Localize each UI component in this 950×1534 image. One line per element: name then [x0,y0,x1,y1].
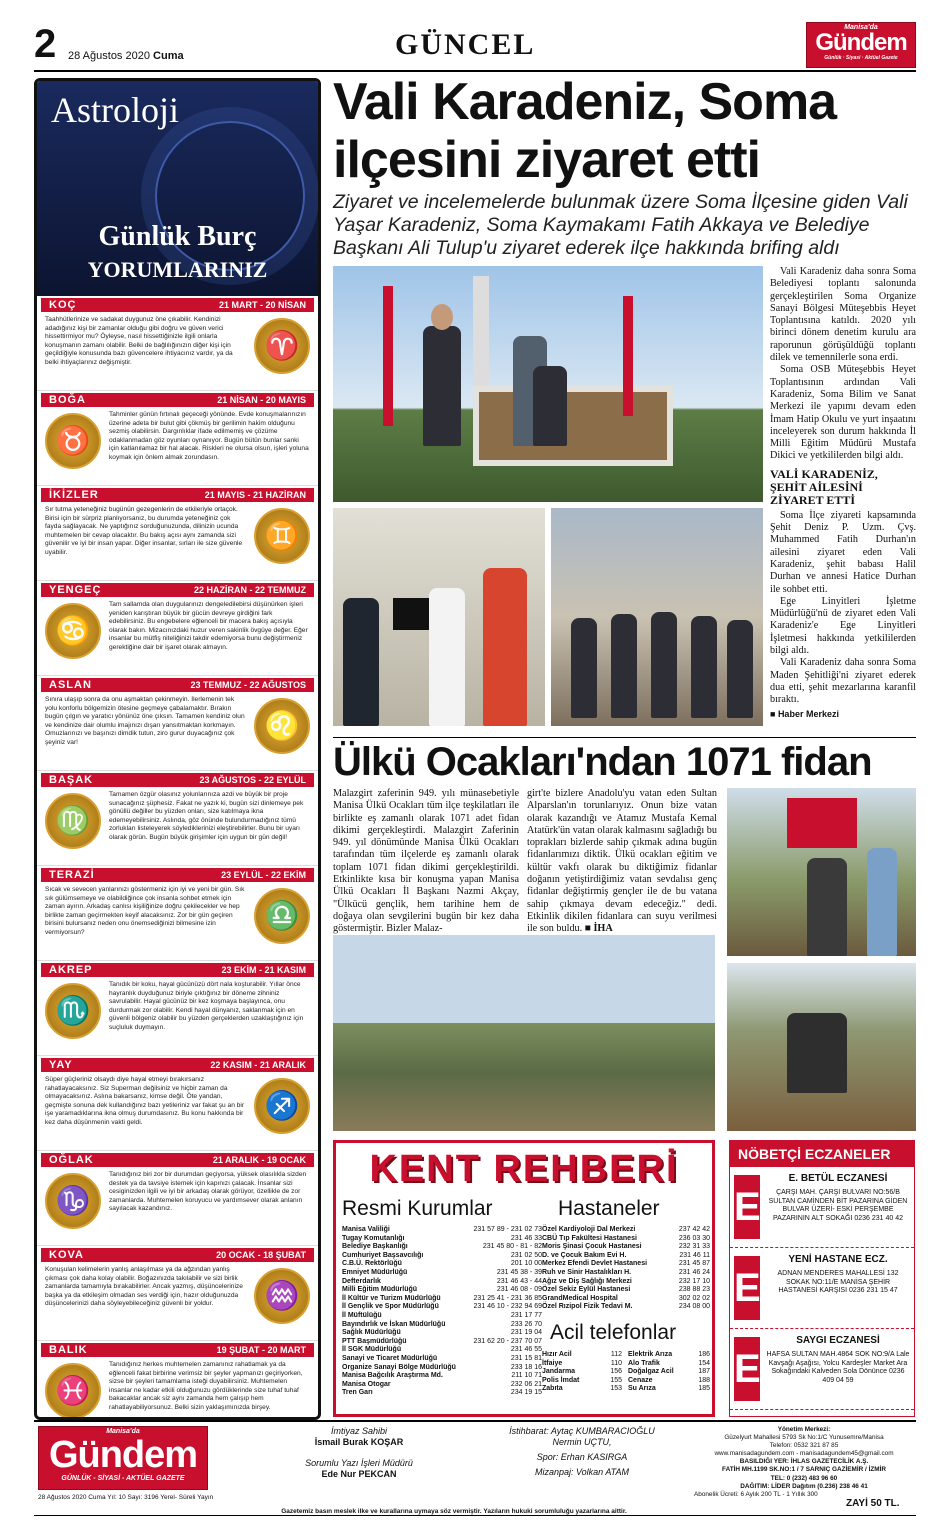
person-icon [533,366,567,446]
horoscope-4 [37,676,318,771]
guide-row [342,1364,542,1373]
sign-date-range: 22 KASIM - 21 ARALIK [210,1060,306,1070]
guide-name: Ruh ve Sinir Hastalıkları H. [542,1268,632,1276]
guide-name: Elektrik Arıza [628,1351,673,1358]
article1-headline-1: Vali Karadeniz, Soma [333,73,837,131]
guide-phone: 231 46 24 [678,1268,710,1276]
printer-phone: TEL: 0 (232) 483 96 60 [770,1474,838,1482]
article2-photo-crowd [333,935,715,1131]
article1-photo-cemetery [333,266,763,502]
news-staff-2: Nermin UÇTU, [552,1437,612,1447]
guide-phone: 231 17 77 [510,1311,542,1319]
sign-date-range: 19 ŞUBAT - 20 MART [216,1345,306,1355]
guide-name: Hızır Acil [542,1351,572,1358]
article1-photo-office [333,508,545,726]
emergency-list-left [542,1351,622,1394]
horoscope-9 [37,1151,318,1246]
person-icon [691,616,717,718]
guide-phone: 231 46 43 - 44 [496,1277,542,1285]
monument-icon [473,276,489,386]
editor-name: Ede Nur PEKCAN [321,1469,397,1479]
guide-name: Sağlık Müdürlüğü [342,1329,401,1337]
official-institutions-title: Resmi Kurumlar [342,1197,493,1220]
sign-name: BALIK [49,1344,88,1356]
pharmacy-item [730,1248,914,1329]
zodiac-sign-icon: ♉ [45,413,101,469]
sign-text: Taahhütlerinize ve sadakat duygunuz öne çıkabilir. Kendinizi adadığınız kişi bir zamanlar olduğu gibi doğru ve güven verici hissettirmiyor mu? Öyleyse, nasıl hissettiğinizle ilgili onlarla konuşmanın zamanı olabilir. Belki de bağlılığınızın diğer kişi için geçildiğiyle konusunda bazı güvencelere ihtiyacınız vardır, ya da belki ihtiyaçlarınız değişmiştir. [45,316,233,366]
guide-row [542,1269,710,1278]
guide-phone: 231 57 89 - 231 02 73 [473,1226,542,1233]
guide-row [542,1278,710,1287]
person-icon [429,588,465,726]
guide-name: Emniyet Müdürlüğü [342,1268,408,1276]
emergency-title: Acil telefonlar [550,1321,677,1344]
guide-phone: 234 08 00 [678,1303,710,1311]
horoscope-6 [37,866,318,961]
guide-name: Milli Eğitim Müdürlüğü [342,1286,418,1294]
guide-row [342,1321,542,1330]
guide-row [542,1385,622,1394]
guide-name: Özel Rızipol Fizik Tedavi M. [542,1303,633,1311]
zodiac-sign-icon: ♎ [254,888,310,944]
guide-phone: 233 26 70 [510,1320,542,1328]
zodiac-sign-icon: ♑ [45,1173,101,1229]
guide-name: Su Arıza [628,1385,656,1393]
guide-row [342,1278,542,1287]
person-icon [423,326,461,446]
zodiac-sign-icon: ♒ [254,1268,310,1324]
pharmacy-address: ÇARŞI MAH. ÇARŞI BULVARI NO:56/B SULTAN CAMİNDEN BİT PAZARINA GİDEN BULVAR ÜZERİ- ESKİ PERŞEMBE PAZARININ ALT SOKAĞI 0236 231 40 42 [768,1189,908,1222]
person-icon [727,620,753,718]
sign-header [41,1153,314,1167]
guide-phone: 231 15 81 [510,1354,542,1362]
person-icon [867,848,897,956]
guide-phone: 231 45 38 - 39 [496,1268,542,1276]
guide-name: Manisa Otogar [342,1380,391,1388]
article1-subheading: Ziyaret ve incelemelerde bulunmak üzere Soma İlçesine giden Vali Yaşar Karadeniz, Soma Kaymakamı Fatih Akkaya ve Belediye Başkanı Ali Tulup'u ziyaret ederek ilçe hakkında brifing aldı [333,191,908,259]
guide-row [628,1368,710,1377]
person-icon [483,568,527,726]
pharmacy-e-icon: E [734,1256,760,1320]
guide-phone: 185 [698,1385,710,1393]
guide-phone: 156 [610,1368,622,1376]
zodiac-sign-icon: ♏ [45,983,101,1039]
guide-name: İtfaiye [542,1359,563,1367]
guide-name: Organize Sanayi Bölge Müdürlüğü [342,1363,456,1371]
person-icon [571,618,597,718]
sign-header [41,678,314,692]
guide-phone: 110 [610,1359,622,1367]
guide-phone: 112 [610,1351,622,1358]
guide-name: İl Kültür ve Turizm Müdürlüğü [342,1294,441,1302]
guide-row [542,1351,622,1360]
guide-name: Manisa Bağcılık Araştırma Md. [342,1372,443,1380]
guide-row [342,1381,542,1390]
web-contact[interactable]: www.manisadagundem.com - manisadagundem45@gmail.com [714,1450,894,1458]
footer-logo[interactable]: Manisa'da Gündem GÜNLÜK - SİYASİ - AKTÜEL GAZETE [38,1426,208,1490]
guide-phone: 155 [610,1376,622,1384]
hospitals-list [542,1226,710,1312]
guide-phone: 231 46 08 - 09 [496,1286,542,1294]
sign-text: Tamamen özgür olasınız yolunlarınıza azdi ve büyük bir proje sunacağınız şüphesiz. Fakat ne yazık ki, bugün sizi dinlemeye pek gönüllü değiller bu yüzden onları, size katılmaya ikna edemeyebilirsiniz. Aslında, göz önünde bulundurmadığınız tümü zorlukları listeleyerek söylediklerinizi eleştirebilirler. Bunu bir uyarı olarak görün. Bugün büyük girişimler için uygun bir gün değil! [109,791,304,841]
sign-header [41,583,314,597]
sign-header [41,1343,314,1357]
astrology-banner [37,81,318,296]
guide-phone: 188 [698,1376,710,1384]
guide-phone: 231 46 33 [510,1234,542,1242]
guide-name: İl Gençlik ve Spor Müdürlüğü [342,1303,439,1311]
horoscope-2 [37,486,318,581]
astrology-subtitle-2: YORUMLARINIZ [87,257,268,282]
guide-row [628,1377,710,1386]
guide-name: Sanayi ve Ticaret Müdürlüğü [342,1354,438,1362]
sign-date-range: 23 EYLÜL - 22 EKİM [221,870,306,880]
sign-text: Sınıra ulaşıp sonra da onu aşmaktan çekinmeyin. İlerlemenin tek yolu konforlu bölgemizin ötesine geçmeye çabalamaktır. Bırakın bugün çılgın ve yaratıcı yönünüz öne çıksın. Tamamen kendiniz olun ve kendinize dair olumlu imajınızı dışarı yansıtmaktan korkmayın. Omuzlarınızı ve başınızı dimdik tutun, ziro gurur duyacağınız çok şeyiniz var! [45,696,245,746]
guide-name: CBÜ Tıp Fakültesi Hastanesi [542,1234,637,1242]
guide-name: Doğalgaz Acil [628,1368,674,1376]
sign-text: Tanıdığınız herkes muhtemelen zamanınız rahatlamak ya da eğlenceli fakat birbirine verimsiz bir şeyler yapmanızı geçiriyorken, sizse bir şeyleri tamamlama isteği duyabilirsiniz. Muhtemelen insanlar ne kadar etkili olduğunuzu gördüklerinde size tuhaf tuhaf bakacaklar ancak siz aynı zamanda hem çalışıp hem rahatlayabiliyorsunuz. Belki sizin yaklaşımınızda birşey. [109,1361,303,1411]
guide-phone: 231 46 10 - 232 94 69 [473,1303,542,1311]
guide-row [542,1252,710,1261]
guide-name: Polis İmdat [542,1376,580,1384]
guide-name: Belediye Başkanlığı [342,1243,408,1251]
flag-icon [383,286,393,426]
guide-phone: 238 88 23 [678,1286,710,1294]
article2-photo-planting [727,963,916,1131]
guide-row [542,1235,710,1244]
guide-row [542,1226,710,1235]
guide-row [342,1389,542,1398]
zodiac-sign-icon: ♈ [254,318,310,374]
hospitals-title: Hastaneler [558,1197,660,1220]
astrology-panel [34,78,321,1420]
guide-phone: 231 02 50 [510,1251,542,1259]
emergency-list-right [628,1351,710,1394]
sign-name: BAŞAK [49,774,94,786]
horoscope-0 [37,296,318,391]
city-guide [333,1140,715,1417]
sign-text: Süper güçleriniz olsaydı diye hayal etmeyi bırakırsanız rahatlayacaksınız. Siz Superman değilsiniz ve hiçbir zaman da olmayacaksınız. Aslına bakarsanız, kimse değil. Öte yandan, geçmişte sonuna dek kullandığınız bazı yetileriniz var fakat şu an bir işe yaramadıklarına ikna olmuş durumdasınız. Bu konu hakkında bir kez daha düşünmenin vakti geldi. [45,1076,245,1126]
printer: BASILDIĞI YER: İHLAS GAZETECİLİK A.Ş. [739,1458,869,1466]
guide-phone: 154 [698,1359,710,1367]
sign-text: Tanıdık bir koku, hayal gücünüzü dört nala koşturabilir. Yıllar önce hayranlık duyduğunuz biriyle çıktığınız bir döneme zihniniz savrulabilir. Hayal gücünüz bir kez koşmaya başlayınca, onu durdurmak zor olabilir. Kendi hayal dünyanız, saklanmak için en güvenli bölgeniz olabilir bu yüzden gerçeklerden uzaklaştığınız için suçluluk duymayın. [109,981,304,1031]
editor-label: Sorumlu Yazı İşleri Müdürü [305,1458,413,1468]
guide-row [342,1243,542,1252]
article2-col1: Malazgirt zaferinin 949. yılı münasebetiyle Manisa Ülkü Ocakları tüm ilçe teşkilatları ile birlikte eş zamanlı olarak 1071 adet fidan dikimi gerçekleştirdi. Malazgirt Zaferinin 949. yıl dönümünde Manisa Ülkü Ocakları tarafından tüm ilçelerde eş zamanlı olarak toplam 1071 fidan dikimi gerçekleştirildi. Etkinlikte kısa bir konuşma yapan Manisa Ülkü Ocakları İl Başkanı Nazmi Akçay, "Ülkücü gençlik, hem tarihine hem de doğaya olan sevgilerini bugün bir kez daha göstermiştir. Bizler Malaz- [333,788,519,935]
issue-date: 28 Ağustos 2020 Cuma [68,50,184,62]
sign-header [41,963,314,977]
official-institutions-list [342,1226,542,1398]
pharmacy-title: NÖBETÇİ ECZANELER [730,1141,914,1167]
sign-name: OĞLAK [49,1154,94,1166]
guide-row [342,1346,542,1355]
sign-name: İKİZLER [49,489,99,501]
guide-row [542,1286,710,1295]
subscription: Abonelik Ücreti: 6 Aylık 200 TL - 1 Yıllık 300 [694,1490,818,1498]
sign-name: BOĞA [49,394,86,406]
guide-phone: 232 06 21 [510,1380,542,1388]
sign-header [41,298,314,312]
guide-name: Özel Kardiyoloji Dal Merkezi [542,1226,636,1233]
phone: Telefon: 0532 321 87 85 [769,1442,839,1450]
guide-phone: 231 45 80 - 81 - 82 [482,1243,542,1251]
astrology-title: Astroloji [51,90,180,130]
sign-name: KOVA [49,1249,84,1261]
horoscope-list [37,296,318,1420]
article1-body: Vali Karadeniz daha sonra Soma Belediyesi toplantı salonunda gerçekleştirilen Soma Organize Sanayi Bölgesi Müteşebbis Heyet Toplantısına katıldı. 2020 yılı birinci dönem denetim kurulu ara raporunun görüşüldüğü toplantı dilek ve temennilerle sona erdi. Soma OSB Müteşebbis Heyet Toplantısının ardından Vali Karadeniz, Soma Bilim ve Sanat Merkezi ile yapımı devam eden İmam Hatip Okulu ve yurt inşaatını inceleyerek son durum hakkında İl Milli Eğitim Müdürü Mustafa Dikici ve yetkililerden bilgi aldı. VALİ KARADENİZ, ŞEHİT AİLESİNİ ZİYARET ETTİ Soma İlçe ziyareti kapsamında Şehit Deniz P. Uzm. Çvş. Muhammed Fatih Durhan'ın ailesini ziyaret eden Vali Karadeniz, şehit babası Halil Durhan ve annesi Hatice Durhan ile sohbet etti. Ege Linyitleri İşletme Müdürlüğü'nü de ziyaret eden Vali Karadeniz'e Ege Linyitleri İşletmesi hakkında yetkililerden bilgi aldı. Vali Karadeniz daha sonra Soma Maden Şehitliği'ni ziyaret ederek dua etti, şehit mezarlarına karanfil bıraktı. ■ Haber Merkezi [770,266,916,719]
guide-name: Manisa Valiliği [342,1226,390,1233]
issue-info: 28 Ağustos 2020 Cuma Yıl: 10 Sayı: 3196 Yerel- Süreli Yayın [38,1494,214,1501]
guide-row [542,1377,622,1386]
guide-name: GrandMedical Hospital [542,1294,618,1302]
guide-row [542,1260,710,1269]
sign-text: Tahminler günün fırtınalı geçeceği yönünde. Evde konuşmalarınızın üzerine adeta bir bulut gibi çökmüş bir gerilimin hakim olduğunu sezmiş olabilirsin. Dargınlıklar ifade edilmemiş ve çözüme odaklanmadan göz oyunları oynanıyor. Bugün bütün bunlar sanki için katlanılamaz bir hal alacak. Riskleri ne olursa olsun, işleri yoluna koymak için önlem almak zorundasın. [109,411,309,461]
guide-phone: 234 19 15 [510,1389,542,1397]
person-icon [807,858,847,956]
guide-row [342,1235,542,1244]
sign-header [41,1248,314,1262]
guide-row [628,1385,710,1394]
sign-text: Sıcak ve sevecen yanlarınızı göstermeniz için iyi ve yeni bir gün. Sık sık gülümsemeye ve olabildiğince çok insanla sohbet etmek için zaman ayırın. Arkadaş canlısı kişiliğinize doğru çekilecekler ve hep birlikte zaman geçirmekten keyif alacaksınız. Zor bir gün geçiren birisini bulursanız neden onu önemsediğinizi bilmesine izin vermiyorsun? [45,886,245,936]
guide-phone: 187 [698,1368,710,1376]
price: ZAYİ 50 TL. [846,1498,900,1509]
guide-row [342,1260,542,1269]
person-icon [787,1013,847,1093]
sign-header [41,1058,314,1072]
guide-phone: 231 46 55 [510,1346,542,1354]
owner-name: İsmail Burak KOŞAR [314,1437,404,1447]
person-icon [651,612,677,718]
zodiac-sign-icon: ♐ [254,1078,310,1134]
zodiac-sign-icon: ♊ [254,508,310,564]
article-divider [333,737,916,738]
guide-name: Jandarma [542,1368,576,1376]
guide-phone: 231 46 11 [679,1251,710,1259]
guide-row [342,1329,542,1338]
article1-headline-2: ilçesini ziyaret etti [333,131,760,189]
guide-row [542,1360,622,1369]
sign-header [41,868,314,882]
sign-name: AKREP [49,964,93,976]
horoscope-5 [37,771,318,866]
guide-name: İl SGK Müdürlüğü [342,1346,402,1354]
guide-phone: 153 [610,1385,622,1393]
sign-header [41,393,314,407]
sign-text: Konuşulan kelimelerin yanlış anlaşılması ya da ağzından yanlış çıkması çok daha kolay olabilir. Boğazınızda takılabilir ve sizi birlik zamanlarda tamamıyla bırakabilirler. Ancak yazmış, düşüncelerinize başka ya da etkileşim olmadan ses verdiği için, hazır olduğunuzda düşüncelerinizi daha söyleyebileceğiniz güvenli bir yoldur. [45,1266,243,1308]
guide-row [542,1368,622,1377]
horoscope-7 [37,961,318,1056]
city-guide-title: KENT REHBERİ [336,1143,712,1195]
imprint-footer [34,1420,916,1516]
guide-name: Bayındırlık ve İskan Müdürlüğü [342,1320,446,1328]
guide-row [342,1286,542,1295]
guide-name: Defterdarlık [342,1277,381,1285]
layout-editor: Mizanpaj: Volkan ATAM [534,1467,630,1477]
pharmacy-e-icon: E [734,1337,760,1401]
person-icon [343,598,379,726]
guide-row [542,1303,710,1312]
flag-icon [623,296,633,416]
pharmacy-item [730,1167,914,1248]
sign-header [41,773,314,787]
zodiac-sign-icon: ♓ [45,1363,101,1419]
sign-name: TERAZİ [49,869,95,881]
guide-phone: 232 31 33 [678,1243,710,1251]
pharmacy-name: SAYGI ECZANESİ [796,1335,880,1346]
guide-name: İl Müftülüğü [342,1311,382,1319]
guide-phone: 237 42 42 [678,1226,710,1233]
horoscope-3 [37,581,318,676]
zodiac-sign-icon: ♍ [45,793,101,849]
masthead-logo[interactable]: Manisa'da Gündem Günlük · Siyasi · Aktüel Gazete [806,22,916,68]
guide-phone: 232 17 10 [678,1277,710,1285]
pharmacy-address: HAFSA SULTAN MAH.4864 SOK NO:9/A Lale Kavşağı Aşağısı, Yolcu Kardeşler Market Ara Sokağındaki Kalveden Sola Dönünce 0236 409 04 59 [766,1351,910,1384]
sign-text: Tam sallamda olan duygularınızı dengeledilebirsi düşünürken işleri yeniden karıştıran büyük bir gücün devreye girdiğini fark edebilirsiniz. Bu engebelere eğlenceli bir macera bakış açısıyla olarak bakın. Mizacınızdaki huzur veren sakinlik övgüye değer. Eğer insanlar bu mütfiş niteliğinizi takdir edemiyorsa bunu değiştirmeniz gerektiğine dair bir işaret olarak almayın. [109,601,308,651]
guide-phone: 233 18 16 [510,1363,542,1371]
sign-date-range: 20 OCAK - 18 ŞUBAT [216,1250,306,1260]
guide-phone: 201 10 00 [510,1260,542,1268]
sign-text: Tanıdığınız biri zor bir durumdan geçiyorsa, yüksek olasılıkla sizden destek ya da tavsiye istemek için kapınızı çalacak. İnsanlar sizi cesiginizden ilgili ve iyi bir arkadaş olarak görüyor, özellikle de zor zamanlarda. Muhtemelen koruyucu ve yardımsever olarak anlanın sayılacak kazandınız. [109,1171,307,1213]
guide-phone: 236 03 30 [678,1234,710,1242]
guide-row [542,1243,710,1252]
management-address: Güzelyurt Mahallesi 5793 Sk No:1/C Yunusemre/Manisa [724,1434,884,1442]
guide-name: Ağız ve Diş Sağlığı Merkezi [542,1277,632,1285]
pharmacy-address: ADNAN MENDERES MAHALLESİ 132 SOKAK NO:11/E MANİSA ŞEHİR HASTANESİ KARŞISI 0236 231 15 47 [777,1270,899,1295]
zodiac-sign-icon: ♌ [254,698,310,754]
sign-date-range: 21 ARALIK - 19 OCAK [212,1155,306,1165]
guide-name: Özel Sekiz Eylül Hastanesi [542,1286,631,1294]
disclaimer: Gazetemiz basın meslek ilke ve kurallarına uymaya söz vermiştir. Yazıların hukuki sorumluluğu yazarlarına aittir. [281,1508,627,1515]
flag-icon [787,798,857,848]
horoscope-11 [37,1341,318,1420]
guide-name: Merkez Efendi Devlet Hastanesi [542,1260,648,1268]
sign-date-range: 21 MART - 20 NİSAN [218,300,306,310]
pharmacy-e-icon: E [734,1175,760,1239]
sign-name: ASLAN [49,679,92,691]
guide-phone: 231 62 20 - 237 70 07 [473,1337,542,1345]
guide-phone: 231 19 04 [510,1329,542,1337]
pharmacy-name: YENİ HASTANE ECZ. [788,1254,888,1265]
news-staff: İstihbarat: Aytaç KUMBARACIOĞLU [509,1426,655,1436]
sign-name: KOÇ [49,299,77,311]
guide-name: Zabıta [542,1385,563,1393]
guide-name: Moris Şinasi Çocuk Hastanesi [542,1243,642,1251]
sign-text: Sır tutma yeteneğiniz bugünün gezegenlerin de etkileriyle ortaçok. Birisi için bir sürpriz planlıyorsanız, bu durumda yeteneğiniz çok fayda sağlayacak. Ne yaptığınız sorduğunuzunda, dilinizin ucunda muhtemelen bir cevap olacaktır. Bu bakış açısı aynı zamanda sizi güvenilir ve iyi bir insan yapar. Diğer insanlar, sırları ile size güvenle uyabilir. [45,506,243,556]
owner-label: İmtiyaz Sahibi [330,1426,388,1436]
horoscope-8 [37,1056,318,1151]
sign-date-range: 23 AĞUSTOS - 22 EYLÜL [199,775,306,785]
guide-phone: 186 [698,1351,710,1358]
guide-row [342,1312,542,1321]
guide-row [628,1351,710,1360]
guide-name: Cenaze [628,1376,653,1384]
pharmacy-item [730,1329,914,1410]
guide-name: C.B.Ü. Rektörlüğü [342,1260,402,1268]
pharmacy-list [730,1167,914,1410]
guide-row [628,1360,710,1369]
horoscope-1 [37,391,318,486]
printer-address: FATİH MH.1199 SK.NO:1 / 7 SARNIÇ GAZİEMİR / İZMİR [722,1466,886,1474]
distribution: DAĞITIM: LİDER Dağıtım (0.236) 238 46 41 [740,1482,868,1490]
guide-row [342,1303,542,1312]
guide-name: Alo Trafik [628,1359,660,1367]
guide-name: Tugay Komutanlığı [342,1234,405,1242]
guide-name: Tren Garı [342,1389,373,1397]
guide-phone: 211 10 71 [511,1372,542,1380]
article2-headline: Ülkü Ocakları'ndan 1071 fidan [333,740,872,784]
guide-row [342,1269,542,1278]
sign-date-range: 21 MAYIS - 21 HAZİRAN [204,490,306,500]
guide-phone: 302 02 02 [678,1294,710,1302]
grave-icon [473,386,673,466]
guide-name: PTT Başmüdürlüğü [342,1337,407,1345]
article2-col2: girt'te bizlere Anadolu'yu vatan eden Sultan Alparslan'ın torunlarıyız. Onun bize vatan olarak kazandığı ve Atamız Mustafa Kemal Atatürk'ün vatan olarak kalmasını sağladığı bu toprakları bizlerde sahip çıkmak adına bugün fidanlarımızı diktik. Ülkü ocakları eğitim ve kültür vakfı olarak bu diktiğimiz fidanlar doğanın yetiştirdiğimiz vatan sevdalısı genç fidanlar değiştirmiş gençler ile de bu vatana sahip çıkmaya devam edeceğiz." dedi. Etkinlik dikilen fidanlara can suyu verilmesi ile son buldu. ■ İHA [527,788,717,935]
pharmacy-name: E. BETÜL ECZANESİ [788,1173,888,1184]
section-title: GÜNCEL [395,28,536,61]
astrology-subtitle: Günlük Burç [98,221,257,252]
article1-photo-group [551,508,763,726]
sign-date-range: 23 TEMMUZ - 22 AĞUSTOS [190,680,306,690]
horoscope-10 [37,1246,318,1341]
article1-subhead: VALİ KARADENİZ, ŞEHİT AİLESİNİ ZİYARET ETTİ [770,466,878,507]
header-rule [34,70,916,72]
page-number: 2 [34,22,57,66]
management-label: Yönetim Merkezi: [777,1426,831,1433]
guide-row [342,1372,542,1381]
sign-date-range: 23 EKİM - 21 KASIM [221,965,306,975]
sign-header [41,488,314,502]
article2-photo-flags [727,788,916,956]
sign-name: YAY [49,1059,73,1071]
article1-credit: ■ Haber Merkezi [770,708,839,719]
sign-name: YENGEÇ [49,584,102,596]
guide-row [342,1355,542,1364]
pharmacy-box [729,1140,915,1417]
guide-phone: 231 25 41 - 231 36 85 [473,1294,542,1302]
guide-phone: 231 45 87 [678,1260,710,1268]
person-icon [611,614,637,718]
guide-row [342,1226,542,1235]
zodiac-sign-icon: ♋ [45,603,101,659]
guide-name: D. ve Çocuk Bakım Evi H. [542,1251,627,1259]
sports-editor: Spor: Erhan KASIRGA [536,1452,628,1462]
person-head-icon [431,304,453,330]
guide-name: Cumhuriyet Başsavcılığı [342,1251,424,1259]
sign-date-range: 22 HAZİRAN - 22 TEMMUZ [193,585,306,595]
sign-date-range: 21 NİSAN - 20 MAYIS [217,395,306,405]
